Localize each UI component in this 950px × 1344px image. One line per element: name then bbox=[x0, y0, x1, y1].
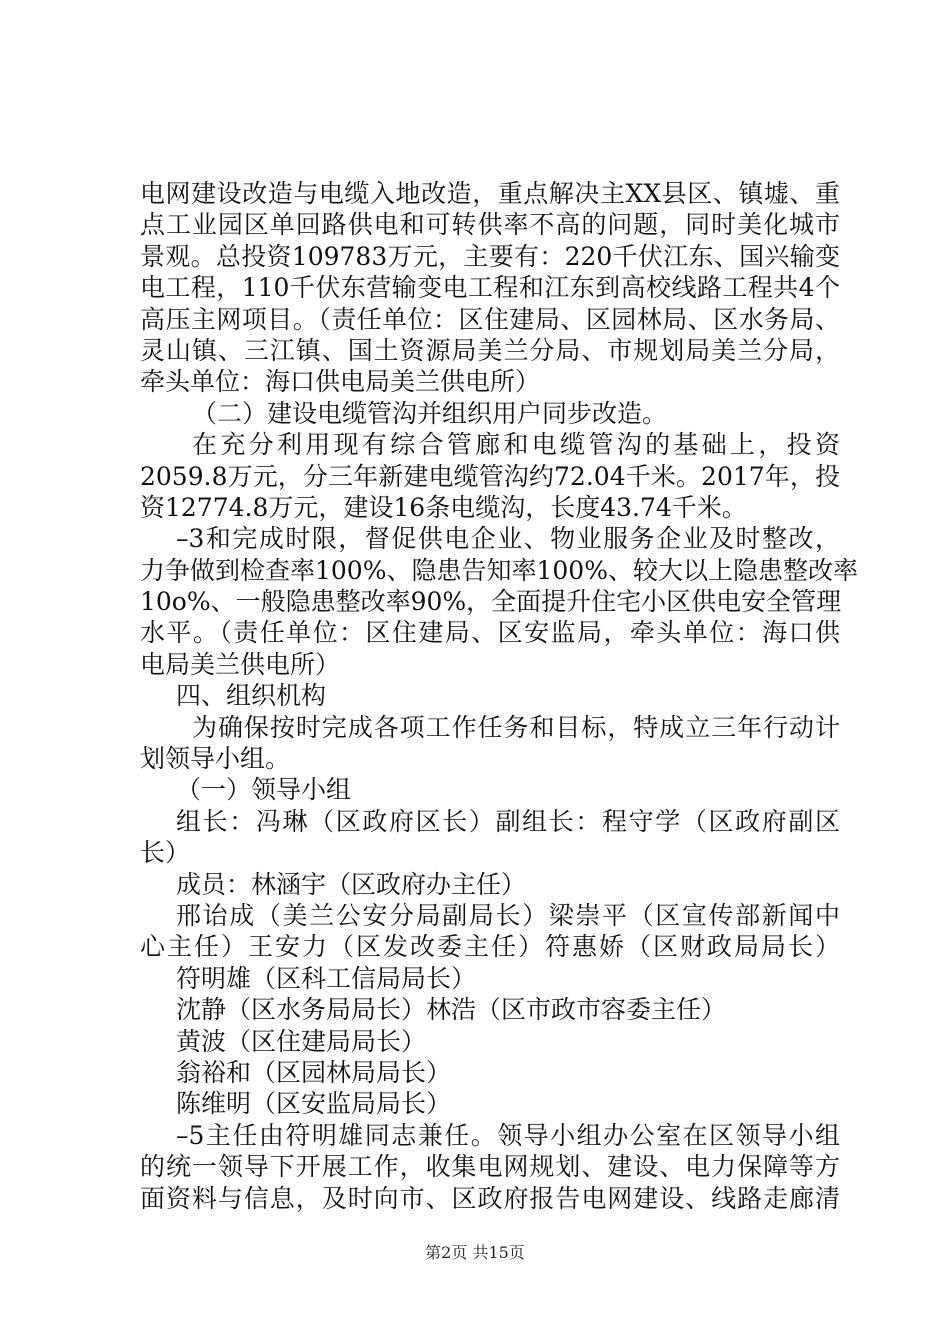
body-line: 景观。总投资109783万元，主要有：220千伏江东、国兴输变 bbox=[140, 241, 840, 271]
page-footer: 第2页 共15页 bbox=[425, 1243, 525, 1262]
body-line: 点工业园区单回路供电和可转供率不高的问题，同时美化城市 bbox=[140, 210, 840, 240]
body-line: 高压主网项目。（责任单位：区住建局、区园林局、区水务局、 bbox=[140, 304, 840, 334]
body-line: 面资料与信息，及时向市、区政府报告电网建设、线路走廊清 bbox=[140, 1183, 840, 1213]
body-line: 划领导小组。 bbox=[140, 744, 291, 774]
body-line: 组长：冯琳（区政府区长）副组长：程守学（区政府副区 bbox=[176, 806, 840, 836]
body-line: 黄波（区住建局局长） bbox=[176, 1026, 427, 1056]
body-line: 电网建设改造与电缆入地改造，重点解决主XX县区、镇墟、重 bbox=[140, 179, 840, 208]
body-line: 陈维明（区安监局局长） bbox=[176, 1089, 452, 1119]
section-heading: 四、组织机构 bbox=[176, 681, 327, 711]
section-heading: （一）领导小组 bbox=[176, 775, 352, 805]
section-heading: （二）建设电缆管沟并组织用户同步改造。 bbox=[192, 398, 668, 428]
body-line: 邢诒成（美兰公安分局副局长）梁崇平（区宣传部新闻中 bbox=[176, 900, 840, 930]
body-line: 为确保按时完成各项工作任务和目标，特成立三年行动计 bbox=[192, 712, 840, 742]
body-line: 翁裕和（区园林局局长） bbox=[176, 1057, 452, 1087]
body-line: 力争做到检查率100%、隐患告知率100%、较大以上隐患整改率 bbox=[140, 555, 858, 585]
body-line: 电工程，110千伏东营输变电工程和江东到高校线路工程共4个 bbox=[140, 273, 840, 303]
body-line: 成员：林涵宇（区政府办主任） bbox=[176, 869, 527, 899]
body-line: 灵山镇、三江镇、国土资源局美兰分局、市规划局美兰分局， bbox=[140, 335, 840, 365]
body-line: –3和完成时限，督促供电企业、物业服务企业及时整改， bbox=[176, 524, 840, 554]
body-line: 的统一领导下开展工作，收集电网规划、建设、电力保障等方 bbox=[140, 1152, 840, 1182]
body-line: –5主任由符明雄同志兼任。领导小组办公室在区领导小组 bbox=[176, 1120, 840, 1150]
body-line: 水平。（责任单位：区住建局、区安监局，牵头单位：海口供 bbox=[140, 618, 840, 648]
body-line: 沈静（区水务局局长）林浩（区市政市容委主任） bbox=[176, 995, 727, 1025]
body-line: 2059.8万元，分三年新建电缆管沟约72.04千米。2017年，投 bbox=[140, 461, 840, 491]
body-line: 在充分利用现有综合管廊和电缆管沟的基础上，投资 bbox=[192, 430, 840, 460]
body-line: 心主任）王安力（区发改委主任）符惠娇（区财政局局长） bbox=[140, 932, 840, 962]
document-body bbox=[140, 178, 858, 1214]
body-line: 牵头单位：海口供电局美兰供电所） bbox=[140, 367, 541, 397]
body-line: 电局美兰供电所） bbox=[140, 649, 341, 679]
body-line: 符明雄（区科工信局局长） bbox=[176, 963, 477, 993]
body-line: 资12774.8万元，建设16条电缆沟，长度43.74千米。 bbox=[140, 492, 747, 522]
body-line: 长） bbox=[140, 838, 191, 868]
body-line: 10o%、一般隐患整改率90%，全面提升住宅小区供电安全管理 bbox=[140, 587, 842, 617]
